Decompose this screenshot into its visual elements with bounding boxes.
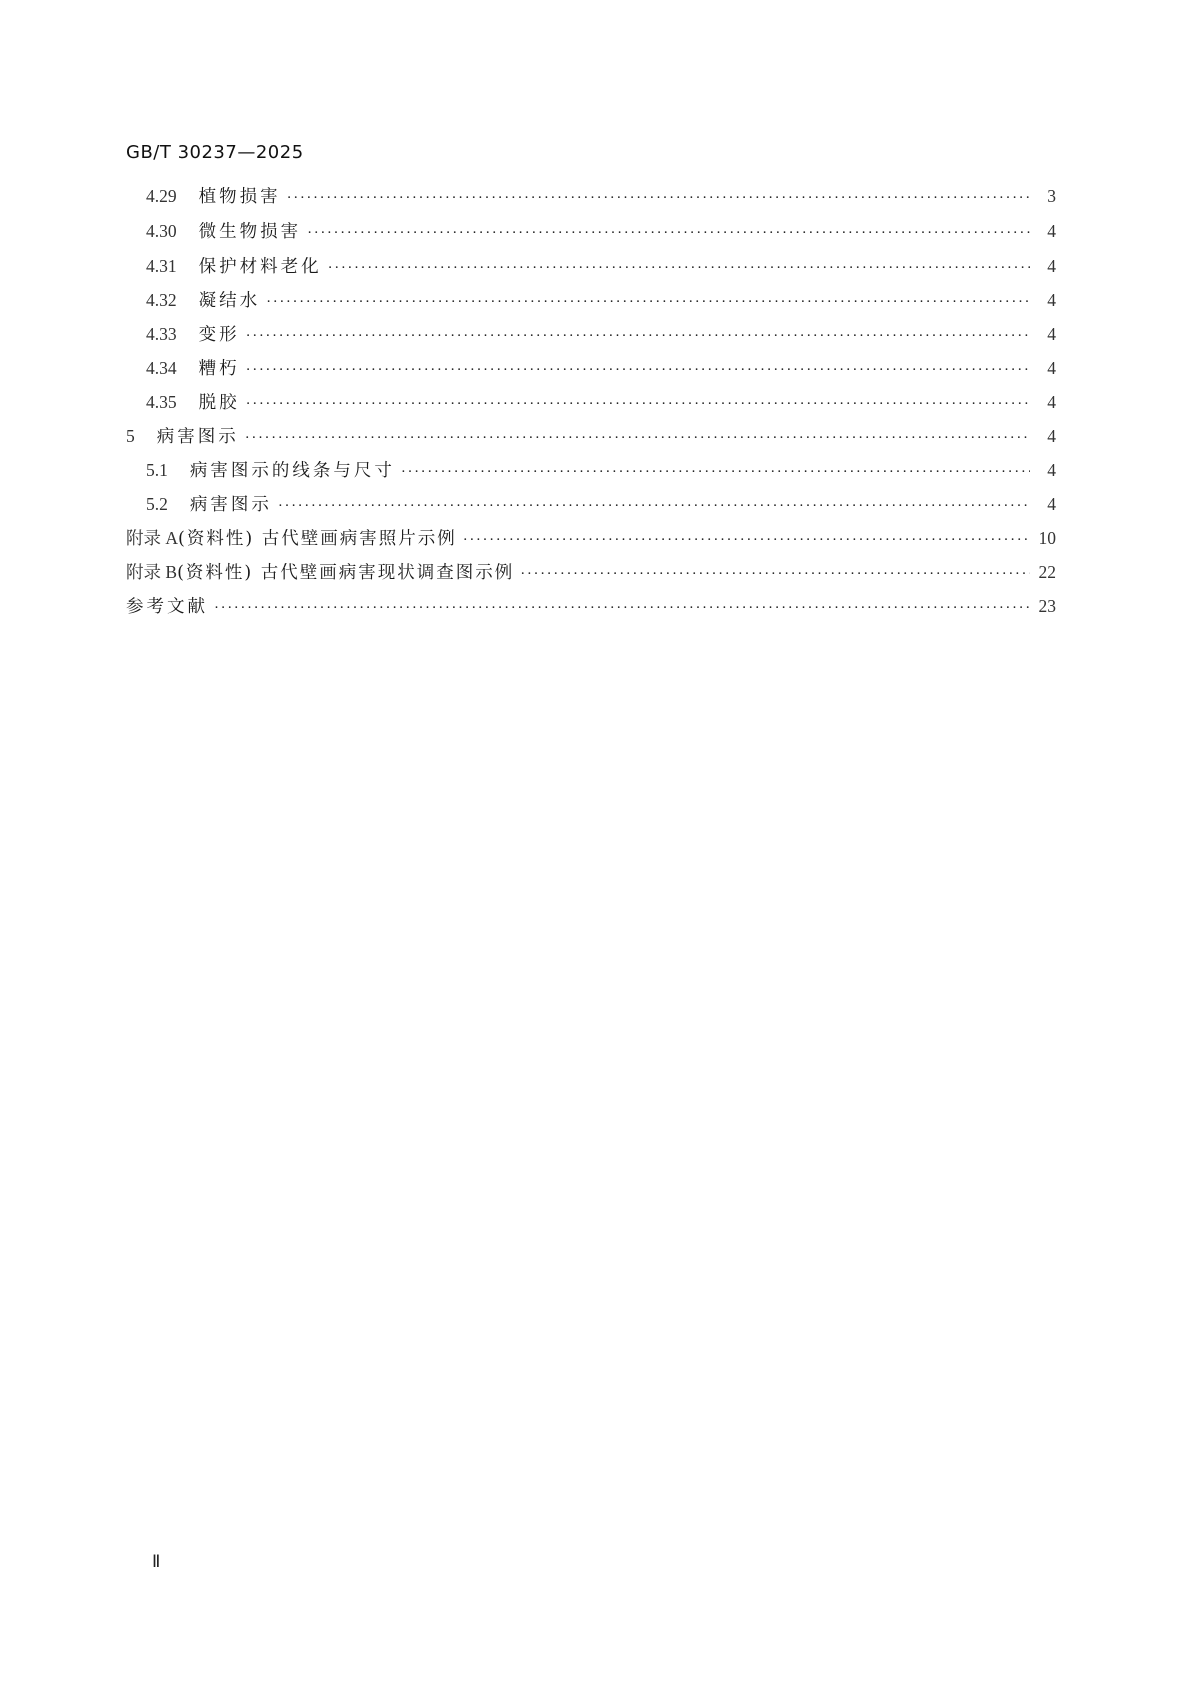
toc-entry-title: (资料性) 古代壁画病害照片示例: [178, 529, 457, 549]
toc-entry-page: 4: [1047, 290, 1056, 310]
toc-entry-title: 凝结水: [198, 291, 261, 311]
toc-entry-title: 病害图示: [189, 495, 272, 515]
toc-entry[interactable]: [146, 355, 1056, 379]
toc-entry-number: 4.34: [146, 358, 177, 378]
toc-dot-leader: [328, 260, 1030, 277]
toc-entry-page: 4: [1047, 426, 1056, 446]
toc-entry-references[interactable]: [126, 593, 1056, 617]
toc-entry-number: 附录 A: [126, 528, 179, 548]
toc-entry-page: 4: [1047, 392, 1056, 412]
toc-dot-leader: [307, 225, 1030, 242]
toc-entry-page: 22: [1038, 562, 1056, 582]
toc-dot-leader: [278, 498, 1030, 515]
toc-entry-title: 植物损害: [198, 187, 281, 207]
toc-entry[interactable]: [146, 389, 1056, 413]
toc-entry-title: 微生物损害: [198, 222, 302, 242]
toc-entry-page: 23: [1038, 596, 1056, 616]
toc-entry[interactable]: [146, 457, 1056, 481]
toc-dot-leader: [246, 328, 1030, 345]
toc-entry-page: 4: [1047, 324, 1056, 344]
toc-dot-leader: [266, 294, 1030, 311]
toc-dot-leader: [520, 566, 1030, 583]
toc-dot-leader: [214, 600, 1030, 617]
toc-dot-leader: [246, 362, 1030, 379]
toc-entry-chapter[interactable]: [126, 423, 1056, 447]
toc-entry-title: 脱胶: [198, 393, 240, 413]
toc-entry-page: 4: [1047, 221, 1056, 241]
standard-code-header: GB/T 30237—2025: [126, 142, 304, 163]
toc-dot-leader: [401, 464, 1030, 481]
toc-entry[interactable]: [146, 218, 1056, 242]
page-number: Ⅱ: [152, 1552, 161, 1571]
toc-entry[interactable]: [146, 287, 1056, 311]
toc-entry-number: 4.33: [146, 324, 177, 344]
toc-entry-page: 4: [1047, 358, 1056, 378]
toc-entry-number: 4.31: [146, 256, 177, 276]
toc-entry-number: 4.35: [146, 392, 177, 412]
toc-entry-page: 4: [1047, 460, 1056, 480]
toc-dot-leader: [287, 190, 1030, 207]
toc-entry-number: 5: [126, 426, 135, 446]
toc-entry-title: 病害图示: [156, 427, 239, 447]
toc-entry-number: 4.29: [146, 186, 177, 206]
toc-entry-number: 4.32: [146, 290, 177, 310]
toc-entry-page: 4: [1047, 256, 1056, 276]
toc-dot-leader: [246, 396, 1030, 413]
toc-entry[interactable]: [146, 253, 1056, 277]
toc-dot-leader: [463, 532, 1030, 549]
toc-entry-appendix-a[interactable]: [126, 525, 1056, 549]
toc-entry[interactable]: [146, 491, 1056, 515]
toc-entry-title: 变形: [198, 325, 240, 345]
toc-entry-number: 4.30: [146, 221, 177, 241]
toc-entry-page: 3: [1047, 186, 1056, 206]
toc-entry-title: 糟朽: [198, 359, 240, 379]
toc-entry-number: 5.2: [146, 494, 168, 514]
toc-entry-appendix-b[interactable]: [126, 559, 1056, 583]
toc-entry-title: 病害图示的线条与尺寸: [189, 461, 395, 481]
toc-entry-title: (资料性) 古代壁画病害现状调查图示例: [177, 563, 515, 583]
toc-entry[interactable]: [146, 321, 1056, 345]
toc-entry[interactable]: [146, 183, 1056, 207]
toc-entry-title: 保护材料老化: [198, 257, 322, 277]
toc-entry-title: 参考文献: [126, 597, 208, 617]
toc-entry-page: 10: [1038, 528, 1056, 548]
toc-entry-page: 4: [1047, 494, 1056, 514]
toc-entry-number: 附录 B: [126, 562, 178, 582]
toc-dot-leader: [245, 430, 1030, 447]
toc-entry-number: 5.1: [146, 460, 168, 480]
